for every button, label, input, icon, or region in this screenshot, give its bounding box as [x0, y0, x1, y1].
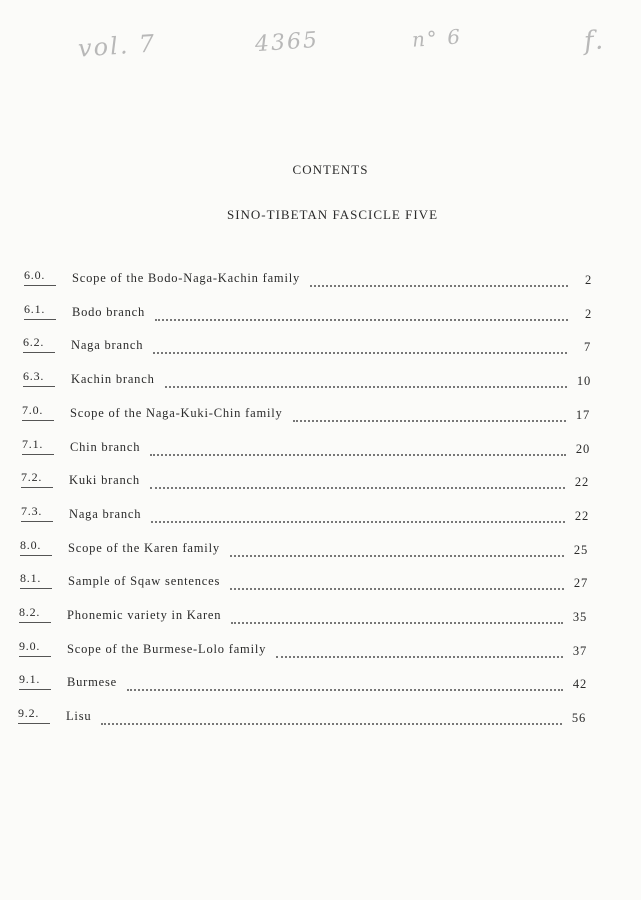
section-number: 6.2. [23, 335, 55, 353]
section-number: 6.0. [24, 268, 56, 286]
section-number: 8.0. [20, 538, 52, 556]
dot-leader [165, 372, 567, 388]
dot-leader [127, 675, 563, 691]
section-title: Scope of the Naga-Kuki-Chin family [70, 406, 283, 420]
toc-entry [0, 437, 641, 461]
section-title: Bodo branch [72, 305, 146, 319]
toc-entry [0, 571, 641, 595]
section-number: 8.1. [20, 571, 52, 589]
dot-leader [151, 507, 565, 523]
toc-entry [0, 504, 641, 528]
page-number: 56 [571, 711, 586, 725]
handwritten-volume: vol. 7 [77, 29, 158, 63]
handwritten-annotations [0, 22, 641, 72]
toc-entry [0, 605, 641, 629]
toc-entry [0, 335, 641, 359]
dot-leader [150, 473, 565, 489]
page-number: 37 [572, 644, 587, 658]
section-number: 9.0. [19, 639, 51, 657]
section-title: Burmese [67, 675, 118, 689]
toc-entry [0, 268, 641, 292]
dot-leader [230, 574, 564, 590]
section-title: Sample of Sqaw sentences [68, 574, 221, 588]
page-number: 25 [573, 543, 588, 557]
section-number: 7.2. [21, 470, 53, 488]
section-number: 8.2. [19, 605, 51, 623]
page-number: 2 [584, 307, 592, 321]
section-number: 7.0. [22, 403, 54, 421]
section-title: Scope of the Bodo-Naga-Kachin family [72, 271, 301, 285]
page-number: 22 [574, 475, 589, 489]
section-title: Scope of the Burmese-Lolo family [67, 642, 267, 656]
toc-entry [0, 706, 641, 730]
page-number: 10 [576, 374, 591, 388]
section-number: 9.2. [18, 706, 50, 724]
section-title: Naga branch [71, 338, 144, 352]
handwritten-number: 4365 [254, 27, 320, 58]
toc-entry [0, 369, 641, 393]
toc-entry [0, 403, 641, 427]
handwritten-issue: n° 6 [411, 24, 463, 52]
page-number: 42 [572, 677, 587, 691]
dot-leader [276, 642, 563, 658]
page-number: 22 [574, 509, 589, 523]
section-title: Kachin branch [71, 372, 155, 386]
section-title: Lisu [66, 709, 92, 723]
handwritten-mark: f. [582, 25, 606, 57]
page-number: 17 [575, 408, 590, 422]
page-number: 2 [584, 273, 592, 287]
dot-leader [231, 608, 563, 624]
dot-leader [155, 305, 568, 321]
section-number: 9.1. [19, 672, 51, 690]
section-number: 7.3. [21, 504, 53, 522]
page-number: 7 [583, 340, 591, 354]
page-number: 20 [575, 442, 590, 456]
dot-leader [153, 338, 567, 354]
toc-entry [0, 672, 641, 696]
section-title: Kuki branch [69, 473, 140, 487]
dot-leader [150, 440, 566, 456]
dot-leader [230, 541, 564, 557]
toc-entry [0, 538, 641, 562]
toc-entry [0, 302, 641, 326]
section-number: 6.1. [24, 302, 56, 320]
section-title: Naga branch [69, 507, 142, 521]
dot-leader [310, 271, 568, 287]
section-title: Scope of the Karen family [68, 541, 220, 555]
page-number: 27 [573, 576, 588, 590]
contents-heading: CONTENTS [292, 162, 369, 177]
dot-leader [101, 709, 562, 725]
section-number: 6.3. [23, 369, 55, 387]
toc-entry [0, 639, 641, 663]
page-number: 35 [572, 610, 587, 624]
toc-entry [0, 470, 641, 494]
fascicle-heading: SINO-TIBETAN FASCICLE FIVE [226, 207, 439, 222]
section-title: Phonemic variety in Karen [67, 608, 222, 622]
table-of-contents [0, 268, 641, 748]
section-number: 7.1. [22, 437, 54, 455]
dot-leader [293, 406, 566, 422]
section-title: Chin branch [70, 440, 141, 454]
